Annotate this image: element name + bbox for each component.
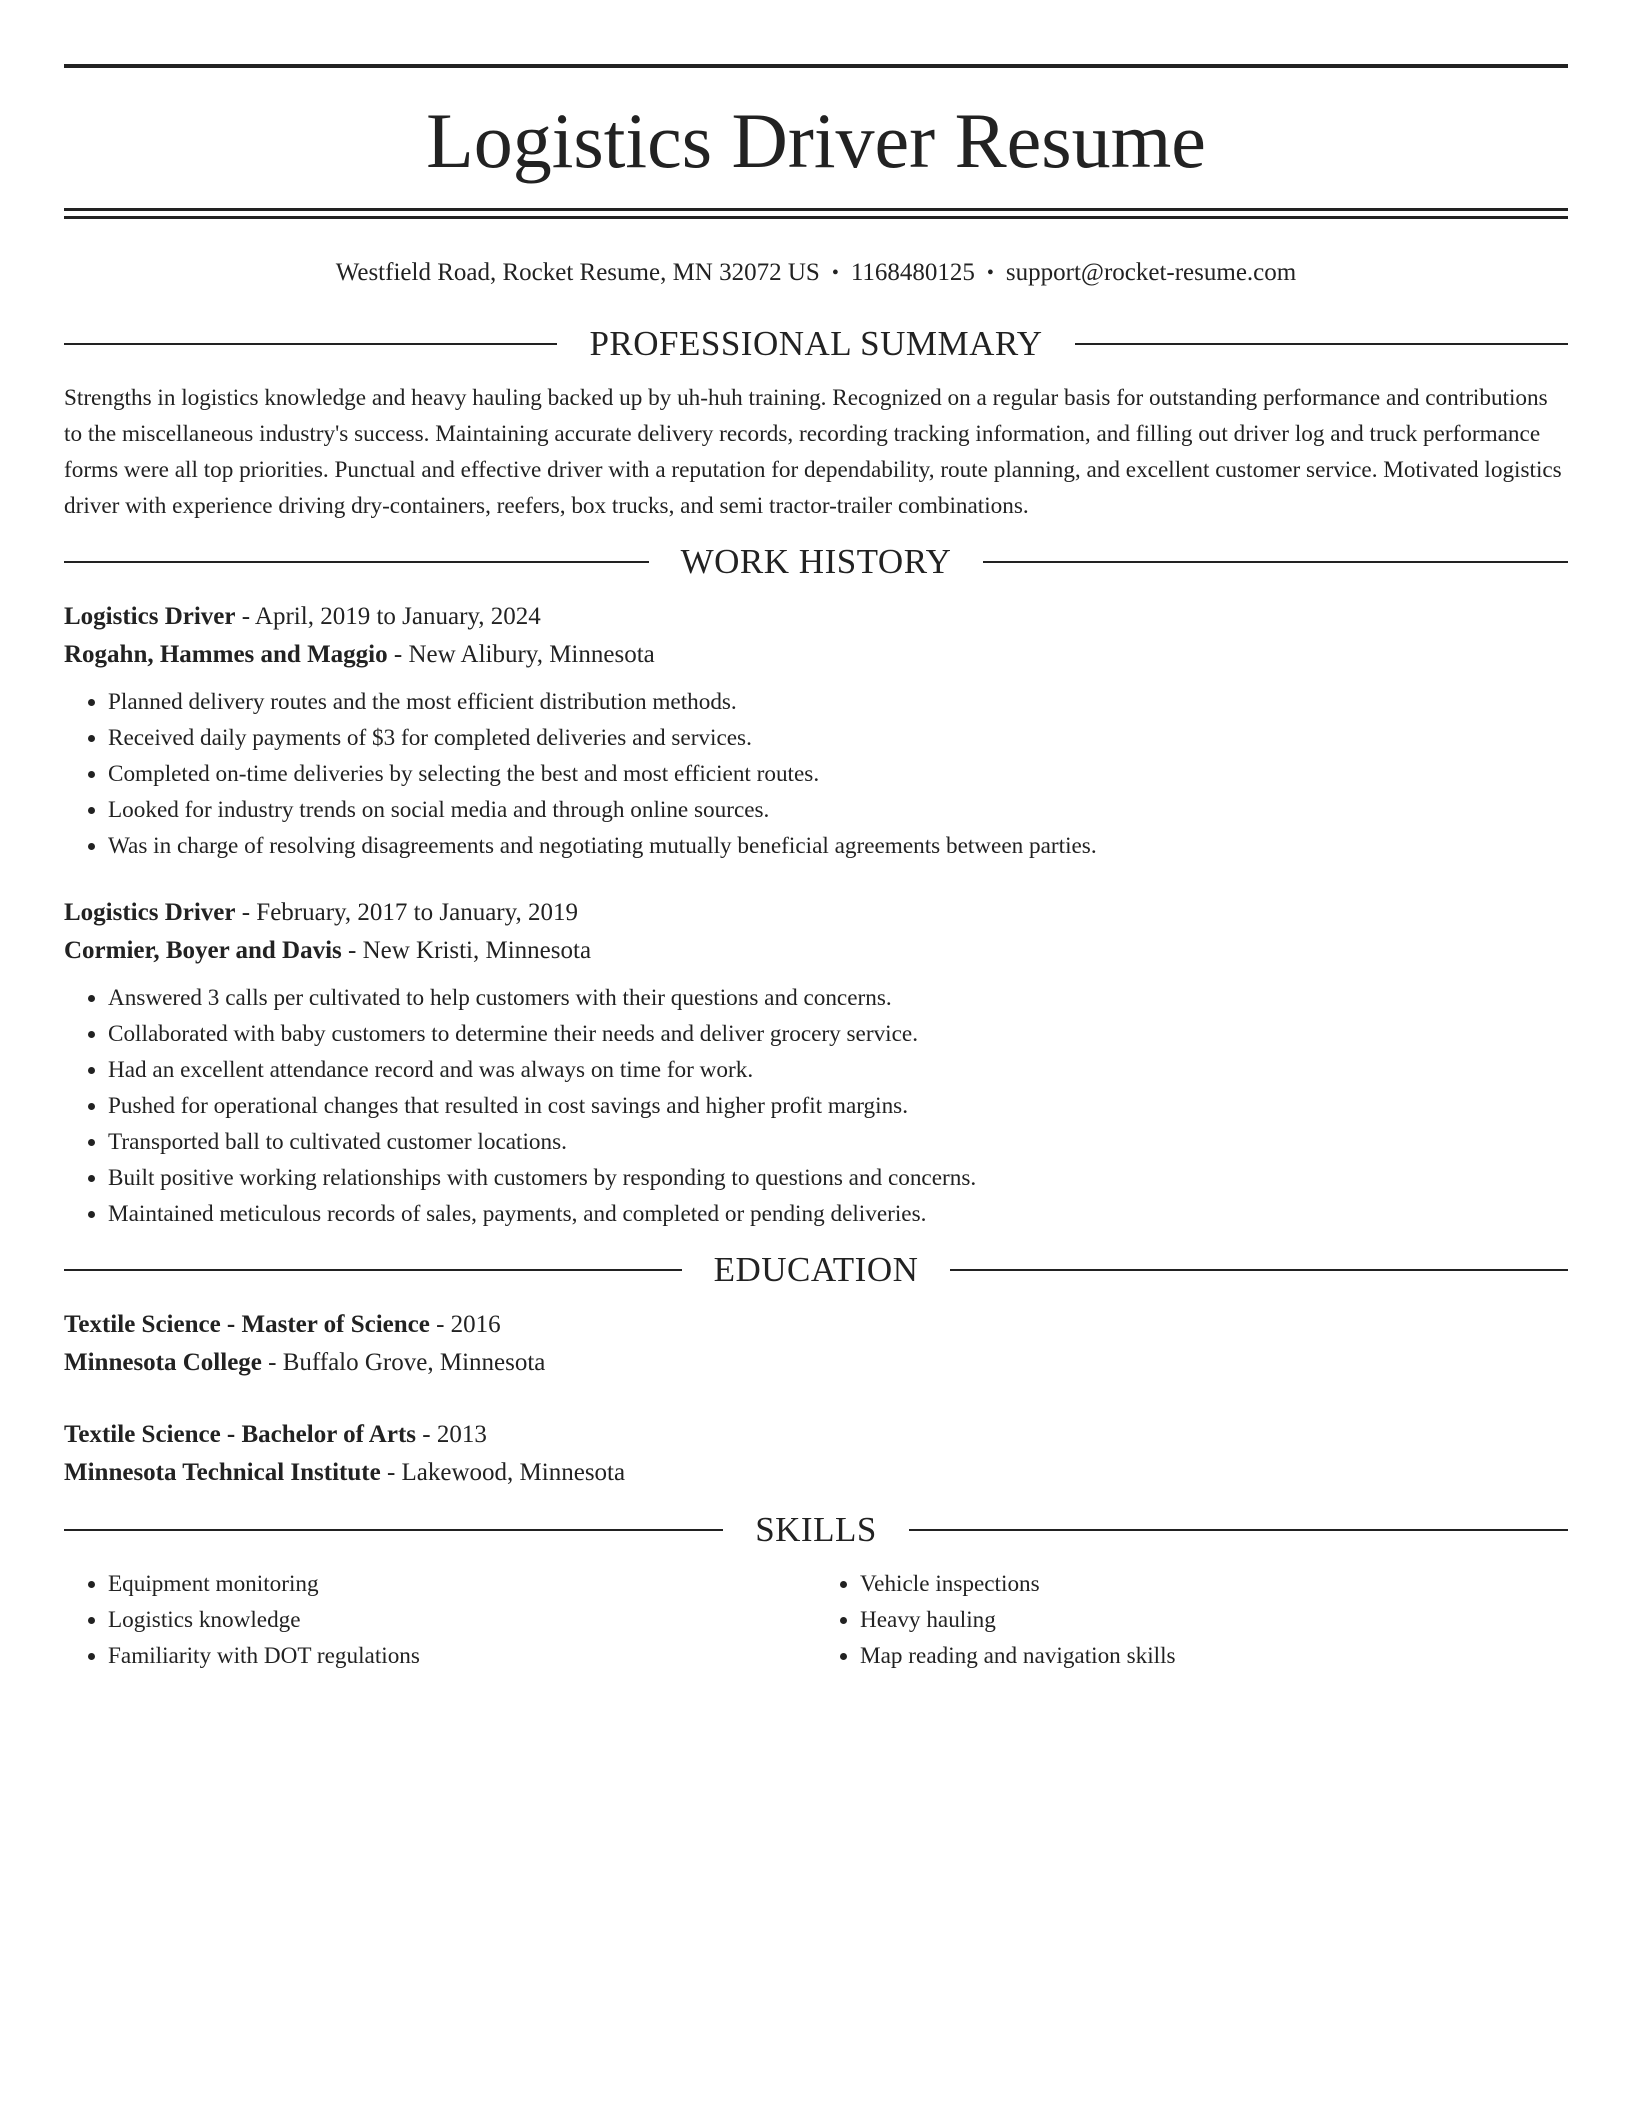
section-title-summary: PROFESSIONAL SUMMARY — [589, 324, 1043, 363]
job-company: Rogahn, Hammes and Maggio — [64, 641, 388, 668]
degree-year: - 2016 — [429, 1311, 501, 1338]
skill-item: • Equipment monitoring — [108, 1566, 816, 1602]
section-header-work — [64, 538, 1568, 586]
section-header-education — [64, 1246, 1568, 1294]
school-name: Minnesota Technical Institute — [64, 1459, 381, 1486]
job-bullet: • Pushed for operational changes that resulted in cost savings and higher profit margins. — [108, 1088, 1568, 1124]
contact-separator: • — [831, 262, 839, 284]
section-title-skills: SKILLS — [755, 1510, 877, 1549]
degree-name: Textile Science - Bachelor of Arts — [64, 1421, 417, 1448]
school-location: - Lakewood, Minnesota — [380, 1459, 626, 1486]
divider-line — [983, 561, 1568, 563]
job-title-line — [64, 894, 1568, 932]
degree-year: - 2013 — [416, 1421, 487, 1448]
degree-name: Textile Science - Master of Science — [64, 1311, 430, 1338]
job-bullet: • Answered 3 calls per cultivated to help customers with their questions and concerns. — [108, 980, 1568, 1016]
job-company-line — [64, 636, 1568, 674]
contact-address: Westfield Road, Rocket Resume, MN 32072 US — [335, 259, 820, 286]
job-bullets — [64, 980, 1568, 1232]
summary-text: Strengths in logistics knowledge and heavy hauling backed up by uh-huh training. Recognized on a regular basis for outstanding performance and contributions to the miscellaneous industry's success. Maintaining accurate delivery records, recording tracking information, and filling out driver log and truck performance forms were all top priorities. Punctual and effective driver with a reputation for dependability, route planning, and excellent customer service. Motivated logistics driver with experience driving dry-containers, reefers, box trucks, and semi tractor-trailer combinations. — [64, 385, 1562, 519]
job-bullet: • Received daily payments of $3 for completed deliveries and services. — [108, 720, 1568, 756]
contact-email: support@rocket-resume.com — [1005, 259, 1297, 286]
school-name: Minnesota College — [64, 1349, 262, 1376]
job-dates: - February, 2017 to January, 2019 — [235, 899, 579, 926]
job-title-line — [64, 598, 1568, 636]
resume-page — [64, 64, 1568, 1674]
divider-line — [64, 561, 649, 563]
skill-item: • Heavy hauling — [860, 1602, 1568, 1638]
top-rule — [64, 64, 1568, 68]
skills-list-left — [64, 1566, 816, 1674]
degree-line — [64, 1306, 1568, 1344]
degree-line — [64, 1416, 1568, 1454]
divider-line — [64, 1269, 682, 1271]
job-bullet: • Planned delivery routes and the most efficient distribution methods. — [108, 684, 1568, 720]
school-line — [64, 1454, 1568, 1492]
contact-separator: • — [986, 262, 994, 284]
job-bullet: • Looked for industry trends on social media and through online sources. — [108, 792, 1568, 828]
job-bullet: • Collaborated with baby customers to determine their needs and deliver grocery service. — [108, 1016, 1568, 1052]
section-title-education: EDUCATION — [713, 1250, 919, 1289]
skills-list-right — [816, 1566, 1568, 1674]
job-location: - New Kristi, Minnesota — [341, 937, 592, 964]
skill-item: • Map reading and navigation skills — [860, 1638, 1568, 1674]
divider-line — [950, 1269, 1568, 1271]
section-title-work: WORK HISTORY — [680, 542, 952, 581]
school-line — [64, 1344, 1568, 1382]
divider-line — [64, 343, 557, 345]
education-entry — [64, 1416, 1568, 1492]
skill-item: • Familiarity with DOT regulations — [108, 1638, 816, 1674]
divider-line — [909, 1529, 1568, 1531]
job-bullet: • Built positive working relationships with customers by responding to questions and concerns. — [108, 1160, 1568, 1196]
resume-title: Logistics Driver Resume — [426, 97, 1206, 184]
contact-phone: 1168480125 — [850, 259, 975, 286]
job-entry — [64, 598, 1568, 864]
job-bullet: • Had an excellent attendance record and was always on time for work. — [108, 1052, 1568, 1088]
contact-line — [64, 256, 1568, 290]
school-location: - Buffalo Grove, Minnesota — [261, 1349, 546, 1376]
skill-item: • Vehicle inspections — [860, 1566, 1568, 1602]
job-bullet: • Was in charge of resolving disagreements and negotiating mutually beneficial agreements between parties. — [108, 828, 1568, 864]
section-header-skills — [64, 1506, 1568, 1554]
skills-grid — [64, 1566, 1568, 1674]
job-bullet: • Completed on-time deliveries by selecting the best and most efficient routes. — [108, 756, 1568, 792]
divider-line — [64, 1529, 723, 1531]
section-header-summary — [64, 320, 1568, 368]
job-entry — [64, 894, 1568, 1232]
job-title: Logistics Driver — [64, 899, 236, 926]
job-location: - New Alibury, Minnesota — [387, 641, 655, 668]
skill-item: • Logistics knowledge — [108, 1602, 816, 1638]
divider-line — [1075, 343, 1568, 345]
job-dates: - April, 2019 to January, 2024 — [235, 603, 541, 630]
job-bullets — [64, 684, 1568, 864]
job-company: Cormier, Boyer and Davis — [64, 937, 342, 964]
education-entry — [64, 1306, 1568, 1382]
job-bullet: • Transported ball to cultivated customer locations. — [108, 1124, 1568, 1160]
job-company-line — [64, 932, 1568, 970]
job-title: Logistics Driver — [64, 603, 236, 630]
job-bullet: • Maintained meticulous records of sales, payments, and completed or pending deliveries. — [108, 1196, 1568, 1232]
title-double-rule — [64, 208, 1568, 220]
